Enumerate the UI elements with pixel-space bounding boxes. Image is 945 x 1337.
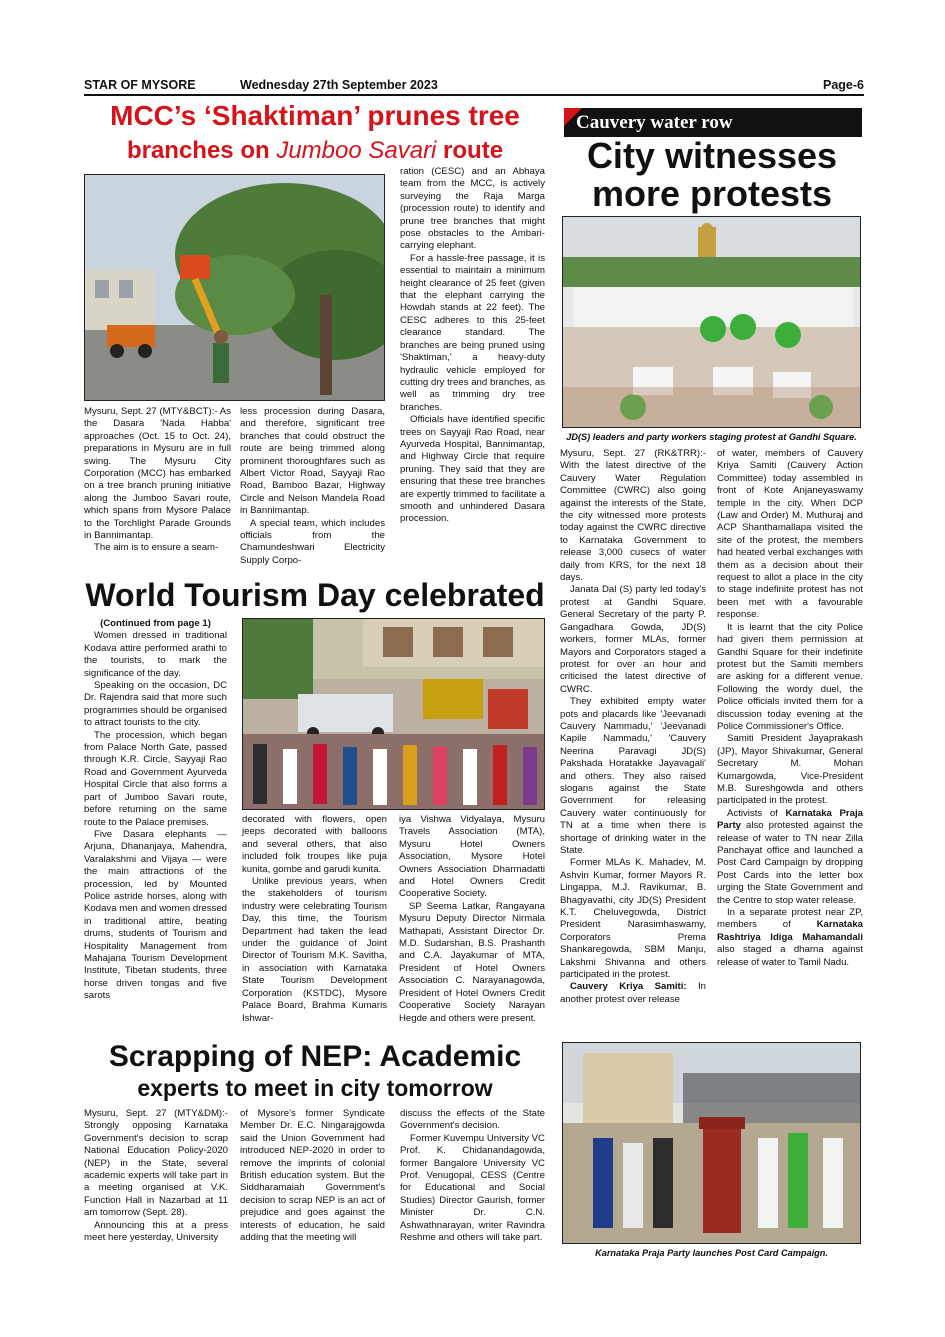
story3-headline-line2-text: experts to meet in city tomorrow [137,1075,493,1101]
story2-col1-p2: Speaking on the occasion, DC Dr. Rajendra said that more such programmes should be organised to attract tourists to the city. [84,680,227,729]
jds-protest-photo [562,216,861,428]
story2-col1-p1: Women dressed in traditional Kodava attire performed arathi to the tourists, to mark the significance of the day. [84,630,227,679]
story4-col2-p1: of water, members of Cauvery Kriya Samiti (Cauvery Action Committee) today assembled in front of Kote Anjaneyaswamy temple in the city. When DCP (Law and Order) M. Muthuraj and ACP Shanthamallapa visited the site of the protest, the members had heated verbal exchanges with them as a decision about their request to allot a place in the city to stage indefinite protest has not been met with a favourable response. [717,448,863,621]
tourism-procession-photo [242,618,545,810]
story2-col3-p2: SP Seema Latkar, Rangayana Mysuru Deputy Director Nirmala Mathapati, Assistant Director Dr. M.D. Sudarshan, B.S. Prashanth and C.A. Jayakumar of MTA, President of Hotel Owners Association C. Narayanagowda, President of Hotel Owners Credit Cooperative Society Narayan Hegde and others were present. [399,900,545,1024]
story4-col1-p4: Former MLAs K. Mahadev, M. Ashvin Kumar, former Mayors R. Lingappa, M.J. Ravikumar, B. Bhagyavathi, city JD(S) President K.T. Cheluvegowda, District President Narasimhaswamy, Corporators Prema Shankaregowda, SBM Manju, Lakshmi Shivanna and others participated in the protest. [560,857,706,981]
story1-col3-p3: Officials have identified specific trees on Sayyaji Rao Road, near Ayurveda Hospital, Bannimantap, and Highway Circle that require pruning. They said that they are ensuring that these tree branches are expertly trimmed to facilitate a smooth and unhindered Dasara procession. [400,414,545,525]
story1-col3-p2: For a hassle-free passage, it is essential to maintain a minimum height clearance of 25 feet (given that the elephant carrying the Howdah stands at 22 feet). The CESC adheres to this 25-feet clearance standard. The branches are being pruned using 'Shaktiman,' a heavy-duty hydraulic vehicle employed for cutting dry trees and branches, as well as trimming dry tree branches. [400,252,545,413]
story2-col3 [399,814,545,1025]
story4-col2-p2: It is learnt that the city Police had given them permission at Gandhi Square for their indefinite protest but the Samiti members are asking for a different venue. Following the wordy duel, the Police officials invited them for a discussion today evening at the Police Commissioner's Office. [717,621,863,732]
story1-headline-line2-italic: Jumboo Savari [276,137,437,164]
story1-col1-p2: The aim is to ensure a seam- [94,542,219,554]
paper-name: STAR OF MYSORE [84,78,196,92]
page-number: Page-6 [823,78,864,92]
story1-col1-p1: Mysuru, Sept. 27 (MTY&BCT):- As the Dasara 'Nada Habba' approaches (Oct. 15 to Oct. 24), preparations in Mysuru are in full swing. The Mysuru City Corporation (MCC) has embarked on a tree branch pruning initiative along the Jumboo Savari route, which spans from Mysore Palace to the Torchlight Parade Grounds in Bannimantap. [84,406,231,542]
jds-protest-caption: JD(S) leaders and party workers staging protest at Gandhi Square. [566,432,857,442]
story3-headline-line1 [84,1042,546,1072]
story4-col2-p4-a: Activists of [727,807,786,819]
story4-col1-p3: They exhibited empty water pots and placards like 'Jeevanadi Cauvery Nammadu,' 'Jeevanadi Kapile Nammadu,' 'Cauvery Neerina Paravagi JD(S) Pakshada Horatakke Jayavagali' and others. They also raised slogans against the State Government for releasing Cauvery water continuously for TN at a time when there is shortage of drinking water in the State. [560,696,706,856]
story3-col2-p1: of Mysore's former Syndicate Member Dr. E.C. Ningarajgowda said the Union Government had introduced NEP-2020 in order to remove the imprints of colonial British education system. But the Siddharamaiah Government's decision to scrap NEP is an act of prejudice and goes against the interests of education, he said adding that the meeting will [240,1108,385,1244]
story4-col2-kpp-bold: Karnataka Praja Party [717,807,863,832]
story1-headline-line2-c: route [436,137,504,164]
story2-headline [84,579,546,611]
story4-col1-p5 [560,981,706,1006]
post-card-campaign-photo [562,1042,861,1244]
story4-col2-p5 [717,907,863,969]
cauvery-kicker [564,108,862,137]
story2-col1-p4: Five Dasara elephants — Arjuna, Dhananjaya, Mahendra, Varalakshmi and Vijaya — were the main attractions of the procession, led by Mounted Police astride horses, along with Kodava men and women dressed in traditional attire, beating drums, students of Tourism and Hospitality Management from Mahajana Tourism Development Institute, Tibetan students, three horse driven tongas and five sarots [84,828,227,1002]
story4-col2-p5-b: also staged a dharna against release of water to Tamil Nadu. [717,944,863,968]
story3-col3-p2: Former Kuvempu University VC Prof. K. Chidanandagowda, former Bangalore University VC Prof. Venugopal, CESS (Centre for Educational and Social Studies) Director Gaurish, former Minister Dr. C.N. Ashwathnarayan, writer Ravindra Reshme and others will take part. [400,1132,545,1244]
story4-headline-line2 [562,173,862,214]
story1-col3-p1: ration (CESC) and an Abhaya team from the MCC, is actively surveying the Raja Marga (procession route) to identify and prune tree branches that might pose obstacles to the Ambari-carrying elephant. [400,166,545,252]
issue-date: Wednesday 27th September 2023 [240,78,438,92]
story1-headline-line2 [84,139,546,163]
masthead [84,78,864,96]
story2-continued [84,618,227,630]
story4-col2-p4-b: also protested against the release of water to TN near Zilla Panchayat office and launched a Post Card Campaign by dropping Post Cards into the letter box urging the State Government and the Centre to stop water release. [717,820,863,906]
story1-headline-line1-text: MCC’s ‘Shaktiman’ prunes tree [110,100,520,131]
story1-col2-p1: less procession during Dasara, and therefore, significant tree branches that could obstruct the route are being trimmed along prominent thoroughfares such as Albert Victor Road, Sayyaji Rao Road, Bamboo Bazar, Highway Circle and Nelson Mandela Road in Bannimantap. [240,406,385,517]
story2-col2-p2: Unlike previous years, when the stakeholders of tourism industry were celebrating Tourism Day, this time, the Tourism Department had taken the lead under the guidance of Joint Director of Tourism M.K. Savitha, in association with Karnataka State Tourism Development Corporation (KSTDC), Mysore Palace Board, Brahma Kumaris Ishwar- [242,876,387,1024]
tree-pruning-photo [84,174,385,401]
story3-col3 [400,1108,545,1244]
story3-col1-p2: Announcing this at a press meet here yesterday, University [84,1219,228,1244]
story1-headline-line1 [84,102,546,130]
story1-headline-line2-a: branches on [126,137,277,164]
story2-headline-text: World Tourism Day celebrated [85,577,545,613]
story4-col1-p2: Janata Dal (S) party led today's protest at Gandhi Square. General Secretary of the party P. Gangadhara Gowda, JD(S) workers, former MLAs, former Mayors and Corporators staged a protest for over an hour and criticised the latest directive of CWRC. [560,584,706,695]
story1-col1 [84,406,231,555]
kicker-label: Cauvery water row [576,112,733,133]
story3-col1 [84,1108,228,1244]
story4-col2-p4 [717,808,863,907]
story4-headline-line2-text: more protests [591,173,833,214]
story1-col3 [400,166,545,526]
story2-col3-p1: iya Vishwa Vidyalaya, Mysuru Travels Association (MTA), Mysuru Hotel Owners Association, Mysore Hotel Owners Association Dharmadatti and Hotel Owners Credit Cooperative Society. [399,814,545,900]
story4-col2-p5-a: In a separate protest near ZP, members of [717,907,863,931]
story2-col2-p1: decorated with flowers, open jeeps decorated with balloons and several others, that also included folk troupes like puja kunita, gombe and garudi kunita. [242,814,387,875]
story4-col1-subhead: Cauvery Kriya Samiti: [570,981,687,993]
story4-col1-p1: Mysuru, Sept. 27 (RK&TRR):- With the latest directive of the Cauvery Water Regulation Committee (CWRC) also going against the interests of the State, the city witnessed more protests today against the CWRC directive to Karnataka Government to release 3,000 cusecs of water daily from KRS, for the next 18 days. [560,448,706,584]
story3-col3-p1: discuss the effects of the State Government's decision. [400,1108,545,1132]
story4-col2 [717,448,863,969]
story4-headline-line1 [562,135,862,176]
story1-col2-p2: A special team, which includes officials from the Chamundeshwari Electricity Supply Corpo- [240,517,385,566]
story2-col2 [242,814,387,1025]
story4-headline-line1-text: City witnesses [586,135,838,176]
story3-headline-line2 [84,1077,546,1100]
story4-col1-p5-text: In another protest over release [560,981,706,1005]
story3-col2 [240,1108,385,1244]
story2-col1-p3: The procession, which began from Palace North Gate, passed through K.R. Circle, Sayyaji Rao Road and Government Ayurveda Hospital Circle that also forms a part of Jumboo Savari route, before returning on the same route to the Palace premises. [84,729,227,828]
story4-col2-p3: Samiti President Jayaprakash (JP), Mayor Shivakumar, General Secretary M. Mohan Kumargowda, Vice-President M.B. Sureshgowda and others participated in the protest. [717,733,863,807]
story4-col2-idiga-bold: Karnataka Rashtriya Idiga Mahamandali [717,919,863,943]
story2-continued-text: (Continued from page 1) [100,618,211,629]
post-card-caption: Karnataka Praja Party launches Post Card Campaign. [595,1248,828,1258]
story4-col1 [560,448,706,1006]
story2-col1 [84,618,227,1003]
story1-col2 [240,406,385,567]
story3-headline-line1-text: Scrapping of NEP: Academic [108,1040,522,1073]
story3-col1-p1: Mysuru, Sept. 27 (MTY&DM):- Strongly opposing Karnataka Government's decision to scrap National Education Policy-2020 (NEP) in the State, several academic experts will take part in a meeting organised at V.K. Function Hall in Nazarbad at 11 am tomorrow (Sept. 28). [84,1108,228,1219]
